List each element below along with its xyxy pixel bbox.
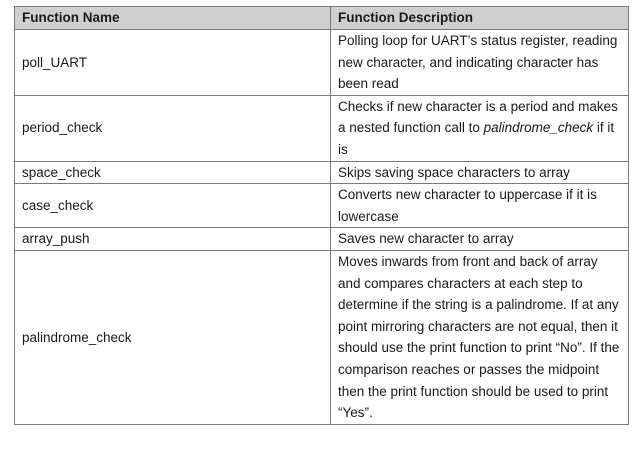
description-function-reference: palindrome_check <box>483 120 594 136</box>
header-row <box>15 7 629 30</box>
table-row <box>15 184 629 228</box>
function-description-cell <box>331 30 629 96</box>
description-text: Checks if new character is a period and makes a nested function call to <box>338 98 618 136</box>
function-name-cell: period_check <box>15 95 331 161</box>
table-row <box>15 95 629 161</box>
function-name-cell: array_push <box>15 228 331 251</box>
function-name-cell: space_check <box>15 161 331 184</box>
function-description-cell <box>331 161 629 184</box>
function-table <box>14 6 629 425</box>
table-row <box>15 228 629 251</box>
function-name-cell: case_check <box>15 184 331 228</box>
description-text: Converts new character to uppercase if it is lowercase <box>338 187 597 224</box>
function-name-cell: palindrome_check <box>15 250 331 424</box>
table-row <box>15 30 629 96</box>
description-text: Polling loop for UART’s status register, reading new character, and indicating character has been read <box>338 33 618 92</box>
header-function-description: Function Description <box>331 7 629 30</box>
description-text: Skips saving space characters to array <box>338 164 570 180</box>
description-text: Moves inwards from front and back of array and compares characters at each step to determine if the string is a palindrome. If at any point mirroring characters are not equal, then it should use the print function to print “No”. If the comparison reaches or passes the midpoint then the print function should be used to print “Yes”. <box>338 253 620 421</box>
function-description-cell <box>331 95 629 161</box>
table-row <box>15 250 629 424</box>
description-text-tail: if it is <box>338 120 615 157</box>
table-row <box>15 161 629 184</box>
function-description-cell <box>331 184 629 228</box>
function-description-cell <box>331 250 629 424</box>
description-text: Saves new character to array <box>338 231 514 247</box>
header-function-name: Function Name <box>15 7 331 30</box>
function-name-cell: poll_UART <box>15 30 331 96</box>
function-description-cell <box>331 228 629 251</box>
